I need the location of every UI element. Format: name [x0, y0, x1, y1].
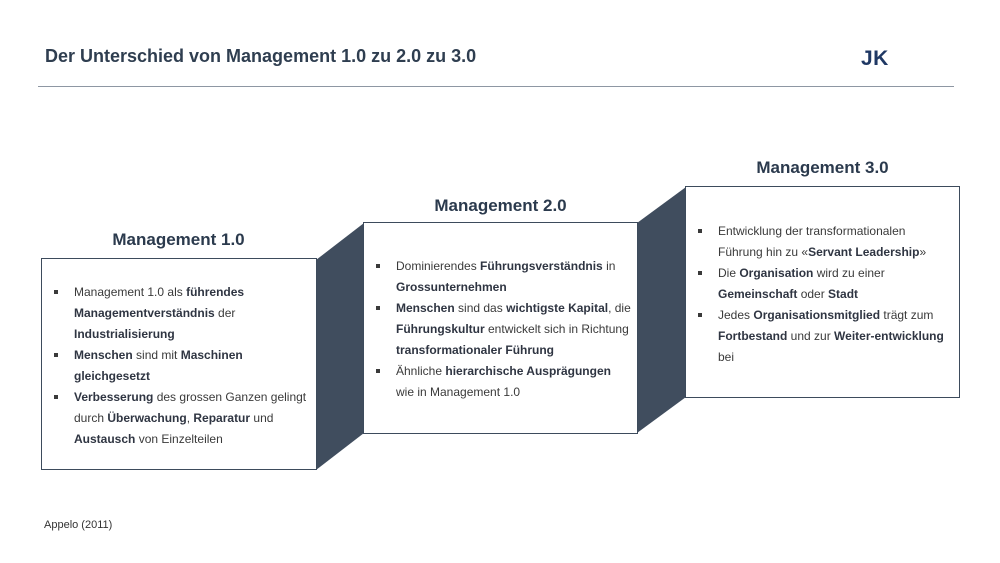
bullet-text: Ähnliche: [396, 364, 446, 378]
bullet-square-icon: [698, 271, 702, 275]
connector-1-2: [316, 223, 364, 470]
bullet-text: , die: [608, 301, 631, 315]
bullet-text-bold: Weiter-entwicklung: [834, 329, 944, 343]
bullet-list-management-3: [698, 221, 953, 368]
bullet-list-management-1: [54, 282, 310, 450]
bullet-item: [376, 361, 631, 403]
slide-title: Der Unterschied von Management 1.0 zu 2.0 zu 3.0: [45, 46, 477, 66]
bullet-item: [54, 345, 310, 387]
bullet-square-icon: [698, 313, 702, 317]
box-management-2: [363, 222, 638, 434]
bullet-item: [698, 305, 953, 368]
bullet-text-bold: wichtigste Kapital: [506, 301, 609, 315]
bullet-text-bold: Maschinen gleichgesetzt: [74, 348, 243, 383]
jk-logo: JK: [861, 47, 889, 70]
bullet-text-bold: Gemeinschaft: [718, 287, 798, 301]
bullet-square-icon: [376, 306, 380, 310]
bullet-square-icon: [698, 229, 702, 233]
source-citation: Appelo (2011): [44, 519, 113, 531]
bullet-text: des grossen Ganzen gelingt durch: [74, 390, 307, 425]
bullet-text: Dominierendes: [396, 259, 481, 273]
bullet-text-bold: Menschen: [396, 301, 455, 315]
bullet-text-bold: hierarchische Ausprägungen: [445, 364, 611, 378]
bullet-text-bold: Industrialisierung: [74, 327, 175, 341]
bullet-text-bold: Servant Leadership: [808, 245, 920, 259]
bullet-text: oder: [797, 287, 829, 301]
bullet-square-icon: [54, 353, 58, 357]
bullet-text-bold: führendes Managementverständnis: [74, 285, 245, 320]
bullet-text: »: [919, 245, 927, 259]
bullet-text-bold: Überwachung: [107, 411, 187, 425]
bullet-text: sind mit: [132, 348, 181, 362]
bullet-text-bold: Organisation: [739, 266, 814, 280]
bullet-text-bold: transformationaler Führung: [396, 343, 555, 357]
bullet-text: Entwicklung der transformationalen Führung hin zu «: [718, 224, 906, 259]
box-title-management-1: Management 1.0: [112, 230, 245, 249]
bullet-text: und: [250, 411, 274, 425]
bullet-text-bold: Organisationsmitglied: [753, 308, 881, 322]
bullet-text: trägt zum: [880, 308, 934, 322]
box-title-management-3: Management 3.0: [756, 158, 889, 177]
box-management-3: [685, 186, 960, 398]
bullet-text: ,: [186, 411, 194, 425]
bullet-text: von Einzelteilen: [135, 432, 223, 446]
bullet-list-management-2: [376, 256, 631, 403]
bullet-text-bold: Stadt: [828, 287, 859, 301]
bullet-text: Management 1.0 als: [74, 285, 187, 299]
bullet-item: [698, 263, 953, 305]
bullet-text-bold: Führungskultur: [396, 322, 485, 336]
box-title-management-2: Management 2.0: [434, 196, 567, 215]
box-management-1: [41, 258, 317, 470]
bullet-item: [376, 298, 631, 361]
bullet-item: [376, 256, 631, 298]
bullet-text: entwickelt sich in Richtung: [484, 322, 629, 336]
bullet-text: wird zu einer: [813, 266, 885, 280]
bullet-text-bold: Verbesserung: [74, 390, 154, 404]
bullet-text: und zur: [787, 329, 835, 343]
connector-2-3: [637, 187, 686, 433]
bullet-text-bold: Fortbestand: [718, 329, 788, 343]
bullet-square-icon: [376, 369, 380, 373]
bullet-item: [54, 387, 310, 450]
bullet-text: bei: [718, 350, 735, 364]
bullet-text-bold: Reparatur: [193, 411, 251, 425]
bullet-square-icon: [54, 395, 58, 399]
bullet-text-bold: Menschen: [74, 348, 133, 362]
bullet-text-bold: Führungsverständnis: [480, 259, 603, 273]
bullet-item: [54, 282, 310, 345]
bullet-text: der: [214, 306, 236, 320]
bullet-text: Die: [718, 266, 740, 280]
bullet-text: sind das: [454, 301, 507, 315]
bullet-text: Jedes: [718, 308, 754, 322]
bullet-text-bold: Grossunternehmen: [396, 280, 507, 294]
bullet-square-icon: [376, 264, 380, 268]
bullet-square-icon: [54, 290, 58, 294]
bullet-text: wie in Management 1.0: [396, 385, 521, 399]
bullet-text: in: [602, 259, 616, 273]
bullet-text-bold: Austausch: [74, 432, 136, 446]
bullet-item: [698, 221, 953, 263]
